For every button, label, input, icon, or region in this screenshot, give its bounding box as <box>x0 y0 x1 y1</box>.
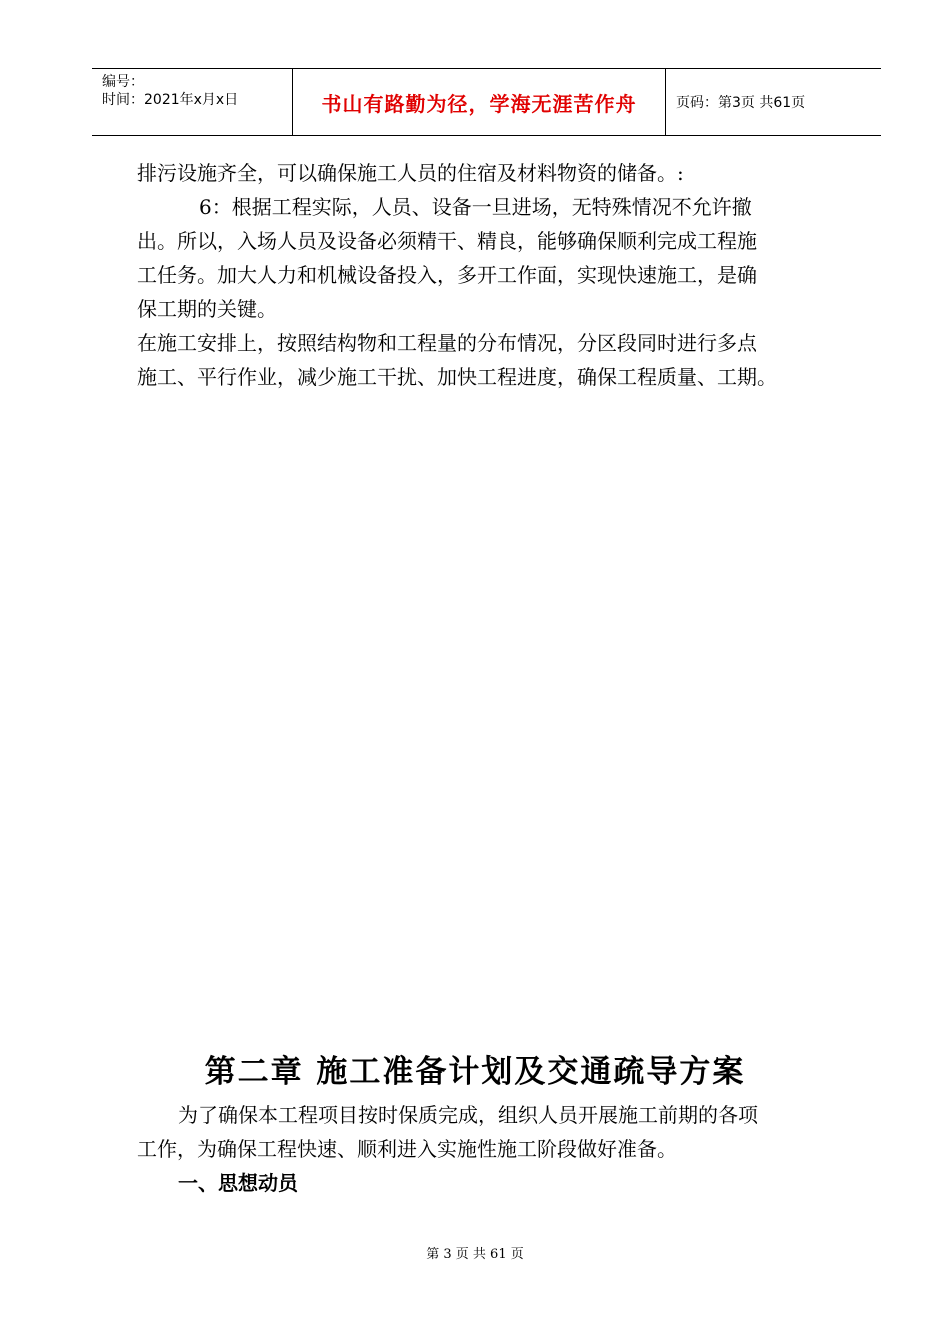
page-header <box>92 68 881 136</box>
header-motto: 书山有路勤为径，学海无涯苦作舟 <box>293 69 666 135</box>
header-meta <box>92 69 293 135</box>
body-line: 6：根据工程实际，人员、设备一旦进场，无特殊情况不允许撤 <box>199 195 752 219</box>
chapter-line: 为了确保本工程项目按时保质完成，组织人员开展施工前期的各项 <box>178 1103 758 1127</box>
body-line: 出。所以，入场人员及设备必须精干、精良，能够确保顺利完成工程施 <box>137 229 757 253</box>
body-line: 保工期的关键。 <box>137 297 277 321</box>
time-label: 时间：2021年x月x日 <box>102 92 239 108</box>
chapter-line: 工作，为确保工程快速、顺利进入实施性施工阶段做好准备。 <box>137 1137 677 1161</box>
number-label: 编号： <box>102 74 144 90</box>
body-text <box>137 156 837 394</box>
body-line: 工任务。加大人力和机械设备投入，多开工作面，实现快速施工，是确 <box>137 263 757 287</box>
page-footer: 第 3 页 共 61 页 <box>426 1247 524 1262</box>
body-line: 在施工安排上，按照结构物和工程量的分布情况，分区段同时进行多点 <box>137 331 757 355</box>
body-line: 施工、平行作业，减少施工干扰、加快工程进度，确保工程质量、工期。 <box>137 365 777 389</box>
section-title: 一、思想动员 <box>178 1171 298 1195</box>
chapter-title: 第二章 施工准备计划及交通疏导方案 <box>204 1054 746 1090</box>
body-line: 排污设施齐全，可以确保施工人员的住宿及材料物资的储备。: <box>137 161 684 185</box>
chapter-paragraph <box>137 1098 847 1166</box>
header-page-info: 页码：第3页 共61页 <box>676 95 806 111</box>
